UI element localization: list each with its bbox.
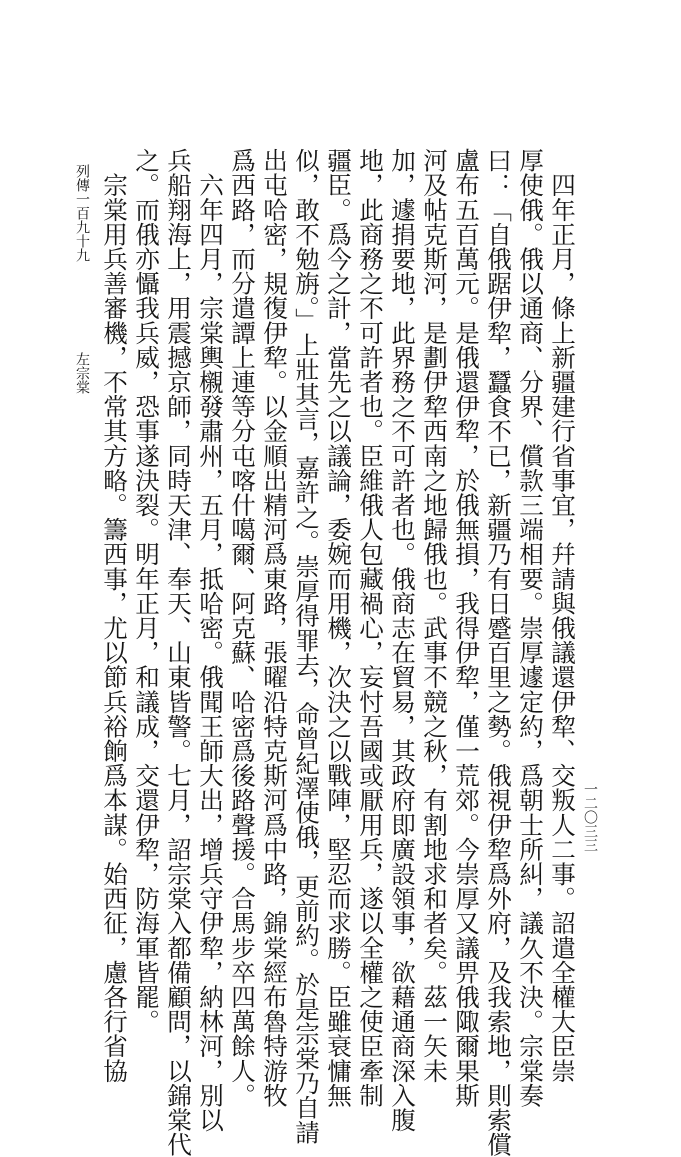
text-column-12: 六年四月，宗棠輿櫬發肅州，五月，抵哈密。俄聞王師大出，增兵守伊犂，納林河，別以: [196, 148, 225, 1132]
text-column-15: 宗棠用兵善審機，不常其方略。籌西事，尤以節兵裕餉爲本謀。始西征，慮各行省協: [100, 148, 129, 1083]
text-column-11: 爲西路，而分遣譚上連等分屯喀什噶爾、阿克蘇、哈密爲後路聲援。合馬步卒四萬餘人。: [228, 148, 257, 1108]
folio-subject: 左宗棠: [74, 352, 90, 394]
text-column-8: 疆臣。爲今之計，當先之以議論，委婉而用機，次決之以戰陣，堅忍而求勝。臣雖衰慵無: [324, 148, 353, 1108]
text-column-14: 之。而俄亦懾我兵威，恐事遂決裂。明年正月，和議成，交還伊犂，防海軍皆罷。: [132, 148, 161, 1034]
text-column-7: 地，此商務之不可許者也。臣維俄人包藏禍心，妄忖吾國或厭用兵，遂以全權之使臣牽制: [356, 148, 385, 1108]
text-column-9: 似，敢不勉旃。」上壯其言，嘉許之。崇厚得罪去，命曾紀澤使俄，更前約。於是宗棠乃自請: [292, 148, 321, 1145]
text-column-2: 厚使俄。俄以通商、分界、償款三端相要。崇厚遽定約，爲朝士所糾，議久不決。宗棠奏: [516, 148, 545, 1108]
page-number: 一二〇三三: [582, 782, 598, 852]
text-column-1: 四年正月，條上新疆建行省事宜，幷請與俄議還伊犂、交叛人二事。詔遣全權大臣崇: [548, 148, 577, 1083]
text-column-6: 加，遽捐要地，此界務之不可許者也。俄商志在貿易，其政府即廣設領事，欲藉通商深入腹: [388, 148, 417, 1132]
text-column-5: 河及帖克斯河，是劃伊犂西南之地歸俄也。武事不競之秋，有割地求和者矣。茲一矢未: [420, 148, 449, 1083]
text-column-4: 盧布五百萬元。是俄還伊犂，於俄無損，我得伊犂，僅一荒郊。今崇厚又議畀俄陬爾果斯: [452, 148, 481, 1108]
text-column-13: 兵船翔海上，用震撼京師，同時天津、奉天、山東皆警。七月，詔宗棠入都備顧問，以錦棠代: [164, 148, 193, 1157]
folio-chapter: 列傳一百九十九: [74, 164, 90, 262]
text-column-3: 曰：「自俄踞伊犂，蠶食不已，新疆乃有日蹙百里之勢。俄視伊犂爲外府，及我索地，則索償: [484, 148, 513, 1157]
text-column-10: 出屯哈密，規復伊犂。以金順出精河爲東路，張曜沿特克斯河爲中路，錦棠經布魯特游牧: [260, 148, 289, 1108]
